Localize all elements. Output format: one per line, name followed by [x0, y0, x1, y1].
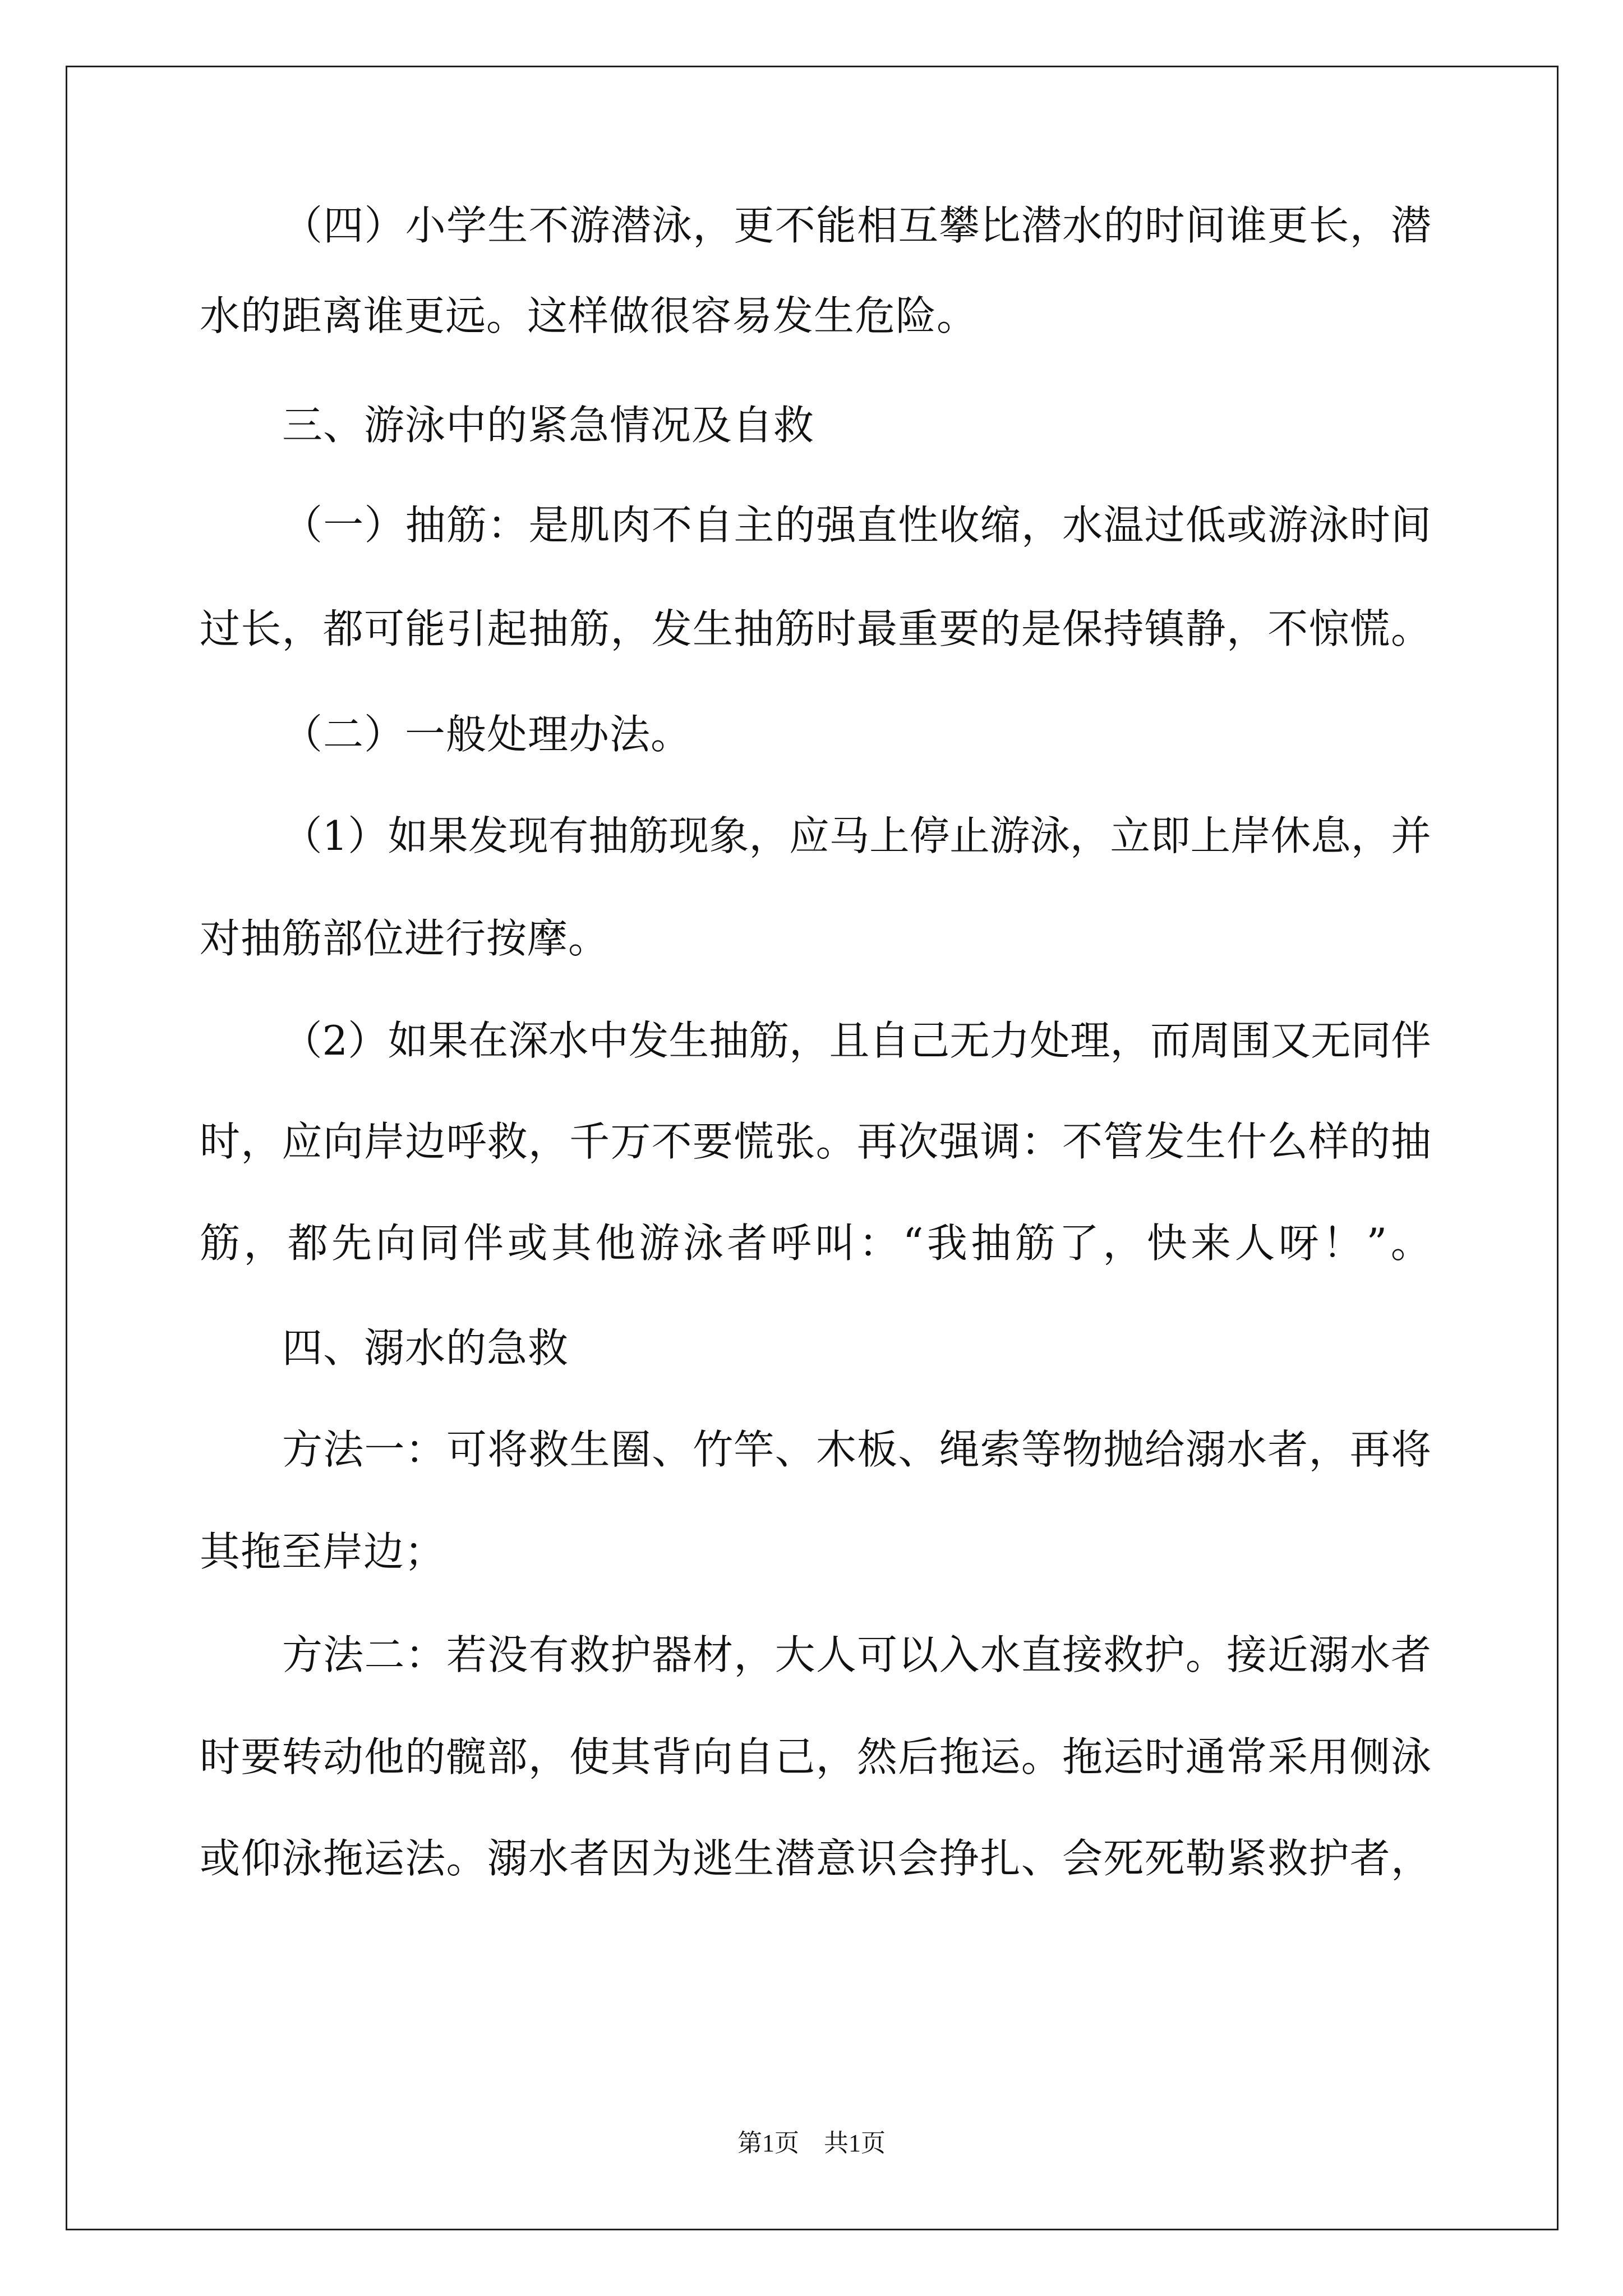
- paragraph-line: 对抽筋部位进行按摩。: [200, 915, 610, 962]
- page-number: 第1页: [737, 2129, 799, 2157]
- paragraph-line: 时要转动他的髋部，使其背向自己，然后拖运。拖运时通常采用侧泳: [200, 1733, 1432, 1780]
- paragraph-line: 时，应向岸边呼救，千万不要慌张。再次强调：不管发生什么样的抽: [200, 1118, 1432, 1165]
- page-total: 共1页: [824, 2129, 886, 2157]
- section-heading: 四、溺水的急救: [282, 1324, 569, 1372]
- paragraph-line: （一）抽筋：是肌肉不自主的强直性收缩，水温过低或游泳时间: [282, 501, 1432, 549]
- paragraph-line: 其拖至岸边；: [200, 1528, 446, 1575]
- paragraph-line: 方法二：若没有救护器材，大人可以入水直接救护。接近溺水者: [282, 1631, 1432, 1678]
- paragraph-line: （二）一般处理办法。: [282, 711, 692, 758]
- paragraph-line: （四）小学生不游潜泳，更不能相互攀比潜水的时间谁更长，潜: [282, 202, 1432, 249]
- paragraph-line: （2）如果在深水中发生抽筋，且自己无力处理，而周围又无同伴: [282, 1017, 1431, 1064]
- paragraph-line: 或仰泳拖运法。溺水者因为逃生潜意识会挣扎、会死死勒紧救护者，: [200, 1835, 1432, 1882]
- paragraph-line: （1）如果发现有抽筋现象，应马上停止游泳，立即上岸休息，并: [282, 812, 1431, 859]
- paragraph-line: 过长，都可能引起抽筋，发生抽筋时最重要的是保持镇静，不惊慌。: [200, 605, 1432, 652]
- paragraph-line: 方法一：可将救生圈、竹竿、木板、绳索等物抛给溺水者，再将: [282, 1426, 1432, 1473]
- paragraph-line: 筋，都先向同伴或其他游泳者呼叫：“我抽筋了，快来人呀！”。: [200, 1220, 1435, 1267]
- paragraph-line: 水的距离谁更远。这样做很容易发生危险。: [200, 292, 978, 339]
- page-footer: [0, 2127, 1623, 2160]
- section-heading: 三、游泳中的紧急情况及自救: [282, 402, 815, 449]
